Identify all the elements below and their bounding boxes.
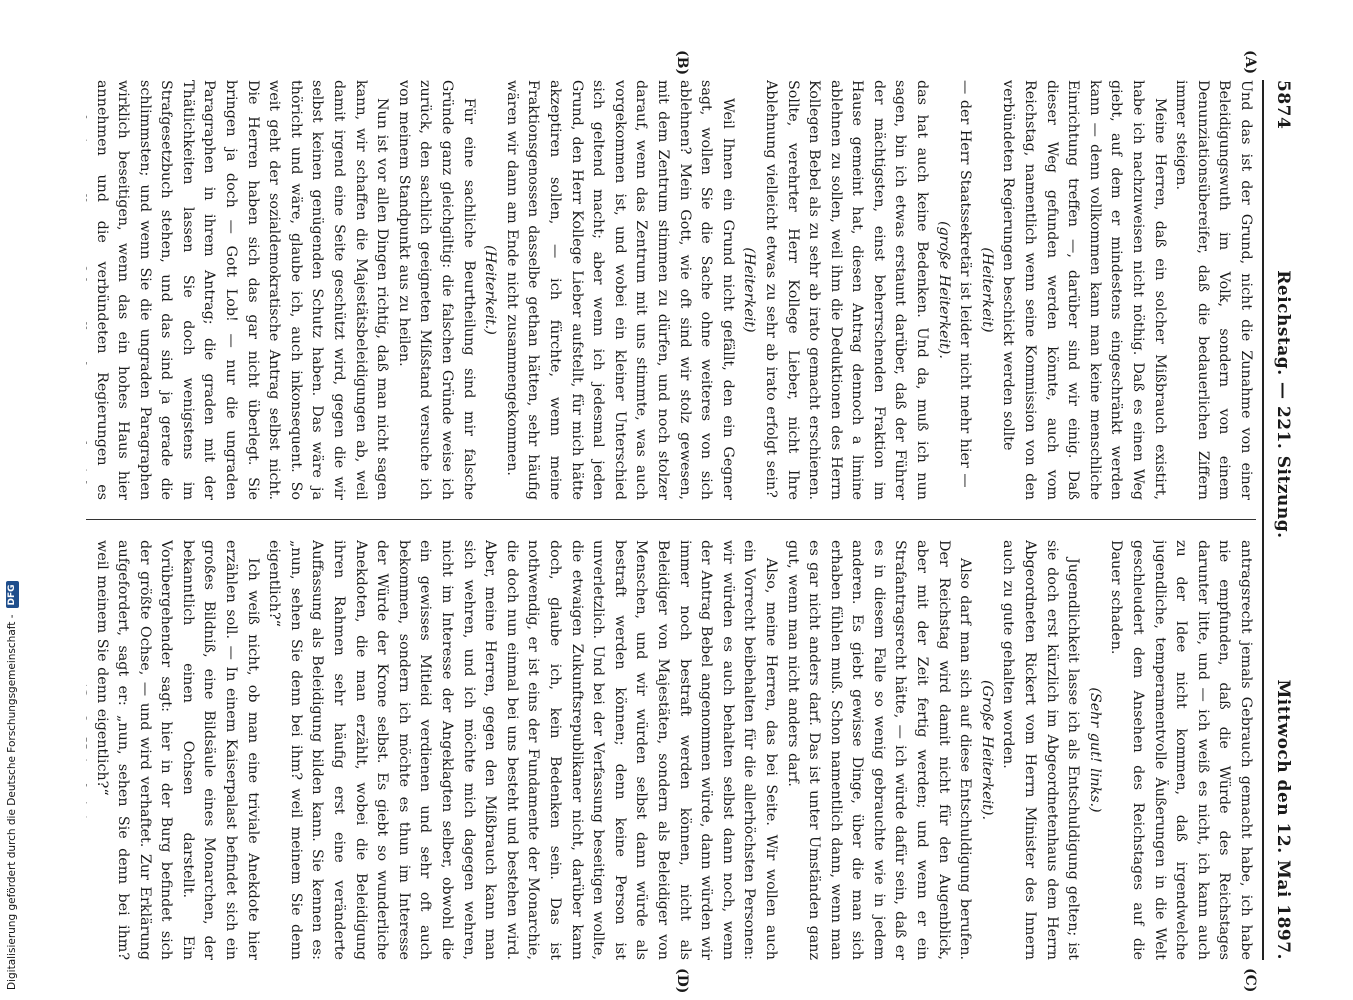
paragraph: Also, meine Herren, das bei Seite. Wir wollen auch ein Vorrecht beibehalten für die allerhöchsten Personen: wir würden es auch behalten selbst dann noch, wenn der Antrag Bebel angenommen würde, dann würden wir immer noch bestraft werden können, nicht als Beleidiger von Majestäten, sondern als Beleidiger von Menschen, und wir würden selbst dann würde als bestraft werden können; denn keine Person ist unverletzlich. Und bei der Verfassung beseitigen wollte, die etwaigen Zukunftsrepublikaner nicht, darüber kann doch, glaube ich, kein Bedenken sein. Das ist nothwendig, er ist eins der Fundamente der Monarchie, die doch nun einmal bei uns besteht und bestehen wird. Aber, meine Herren, gegen den Mißbrauch kann man sich wehren, und ich möchte mich dagegen wehren, nicht im Interesse der Angeklagten selber, obwohl die ein gewisses Mitleid verdienen und sehr oft auch bekommen, sondern ich möchte es thun im Interesse der Würde der Krone selbst. Es giebt so wunderliche Anekdoten, die man erzählt, wobei die Beleidigung ihren Rahmen sehr häufig erst eine veränderte Auffassung als Beleidigung bilden kann. Sie kennen es: „nun, sehen Sie denn bei ihm? weil meinem Sie denn eigentlich?“ bbox=[266, 540, 779, 960]
stage-direction: (Heiterkeit) bbox=[978, 247, 995, 333]
right-column bbox=[86, 540, 1256, 960]
paragraph: Jugendlichkeit lasse ich als Entschuldigung gelten; ist sie doch erst kürzlich im Abgeordnetenhaus dem Herrn Abgeordneten Rickert vom Herrn Minister des Innern auch zu gute gehalten worden. bbox=[1000, 540, 1082, 960]
paragraph: Also darf man sich auf diese Entschuldigung berufen. Der Reichstag wird damit nicht für den Augenblick, aber mit der Zeit fertig werden; und wenn er ein Strafantragsrecht hätte, — ich würde dafür sein, daß er es in diesem Falle so wenig gebrauchte wie in jedem anderen. Es giebt gewisse Dinge, über die man sich erhaben fühlen muß. Schon namentlich dann, wenn man es gar nicht anders darf. Das ist unter Umständen ganz gut, wenn man nicht anders darf. bbox=[784, 540, 974, 960]
dfg-logo: DFG bbox=[6, 581, 19, 608]
stage-direction: (Sehr gut! links.) bbox=[1086, 687, 1103, 813]
paragraph: antragsrecht jemals Gebrauch gemacht habe, ich habe nie empfunden, daß die Würde des Reichstages darunter litte, und — ich weiß es nicht, ich kann auch zu der Idee nicht kommen, daß irgendwelche jugendliche, temperamentvolle Äußerungen in die Welt geschleudert dem Ansehen des Reichstages auf die Dauer schaden. bbox=[1108, 540, 1254, 960]
paragraph: Und das ist der Grund, nicht die Zunahme von einer Beleidigungswuth im Volk, sondern von einem Denunziationsübereifer, daß die bedauerlichen Ziffern immer steigen. bbox=[1173, 80, 1254, 500]
rotated-newspaper-page bbox=[80, 50, 1300, 994]
credit-label: Digitalisierung gefördert durch die Deutsche Forschungsgemeinschaft - bbox=[6, 614, 18, 990]
paragraph: Weil Ihnen ein Grund nicht gefällt, den ein Gegner sagt, wollen Sie die Sache ohne weiteres von sich ablehnen? Mein Gott, wie oft sind wir stolz gewesen, mit dem Zentrum stimmen zu dürfen, und noch stolzer darauf, wenn das Zentrum mit uns stimmte, was auch vorgekommen ist, und wobei ein kleiner Unterschied sich geltend macht; aber wenn ich jedesmal jeden Grund, den Herr Kollege Lieber aufstellt, für mich hätte akzeptiren sollen, — ich fürchte, wenn meine Fraktionsgenossen dasselbe gethan hätten, sehr häufig wären wir dann am Ende nicht zusammengekommen. bbox=[503, 80, 736, 500]
header-rule bbox=[1262, 80, 1264, 960]
left-column bbox=[86, 80, 1256, 500]
paragraph: Meine Herren, daß ein solcher Mißbrauch existirt, habe ich nachzuweisen nicht nöthig. Daß es einen Weg giebt, auf dem er mindestens eingeschränkt werden kann — denn vollkommen kann man keine menschliche Einrichtung treffen —, darüber sind wir einig. Daß dieser Weg gefunden werden könnte, auch vom Reichstag, namentlich wenn seine Kommission von den verbündeten Regierungen beschickt werden sollte bbox=[1000, 80, 1168, 500]
paragraph: Für eine sachliche Beurtheilung sind mir falsche Gründe ganz gleichgiltig: die falschen Gründe weise ich zurück, den sachlich geeigneten Mißstand versuche ich von meinem Standpunkt aus zu heilen. bbox=[395, 80, 477, 500]
paragraph: das hat auch keine Bedenken. Und da, muß ich nun sagen, bin ich etwas erstaunt darüber, daß der Führer der mächtigsten, einst beherrschenden Fraktion im Hause gemeint hat, diesen Antrag dennoch a limine ablehnen zu sollen, weil ihm die Deduktionen des Herrn Kollegen Bebel als zu sehr ab irato gemacht erschienen. Sollte, verehrter Herr Kollege Lieber, nicht Ihre Ablehnung vielleicht etwas zu sehr ab irato erfolgt sein? bbox=[762, 80, 931, 500]
margin-mark-b: (B) bbox=[674, 50, 690, 76]
stage-direction: (große Heiterkeit). bbox=[935, 221, 952, 359]
page-number: 5874 bbox=[1273, 80, 1293, 130]
paragraph: Ich weiß nicht, ob man eine triviale Anekdote hier erzählen soll. — In einem Kaiserpalast befindet sich ein großes Bildniß, eine Bildsäule eines Monarchen, der bekanntlich einen Ochsen darstellt. Ein Vorübergehender sagt: hier in der Burg befindet sich der größte Ochse, — und wird verhaftet. Zur Erklärung aufgefordert, sagt er: „nun, sehen Sie denn bei ihm? weil meinem Sie denn eigentlich?“ bbox=[93, 540, 261, 960]
page-header bbox=[1266, 80, 1300, 960]
stage-direction: (Große Heiterkeit). bbox=[978, 679, 995, 821]
column-divider bbox=[86, 519, 1256, 520]
paragraph: Nun ist vor allen Dingen richtig, daß man nicht sagen kann, wir schaffen die Majestätsbeleidigungen ab, weil damit irgend eine Seite geschützt wird, gegen die wir selbst keinen genügenden Schutz haben. Das wäre ja thöricht und wäre, glaube ich, auch inkonsequent. So weit geht der sozialdemokratische Antrag selbst nicht. Die Herren haben sich das gar nicht überlegt. Sie bringen ja doch — Gott Lob! — nur die ungraden Paragraphen in ihrem Antrag; die graden mit der Thätlichkeiten lassen Sie doch wenigstens im Strafgesetzbuch stehen, und das sind ja gerade die schlimmsten; und wenn Sie die ungraden Paragraphen wirklich beseitigen, wenn das ein hohes Haus hier annehmen und die verbündeten Regierungen es bbox=[93, 80, 391, 500]
digitization-credit-text bbox=[4, 0, 20, 990]
session-date: Mittwoch den 12. Mai 1897. bbox=[1273, 679, 1293, 960]
margin-mark-a: (A) bbox=[1242, 50, 1258, 75]
margin-mark-c: (C) bbox=[1242, 968, 1258, 993]
section-title: Reichstag. — 221. Sitzung. bbox=[1273, 270, 1293, 539]
digitization-credit bbox=[0, 0, 22, 1000]
paragraph: — der Herr Staatssekretär ist leider nicht mehr hier — bbox=[957, 80, 974, 488]
stage-direction: (Heiterkeit.) bbox=[482, 245, 499, 335]
margin-mark-d: (D) bbox=[674, 968, 690, 994]
stage-direction: (Heiterkeit) bbox=[741, 247, 758, 333]
